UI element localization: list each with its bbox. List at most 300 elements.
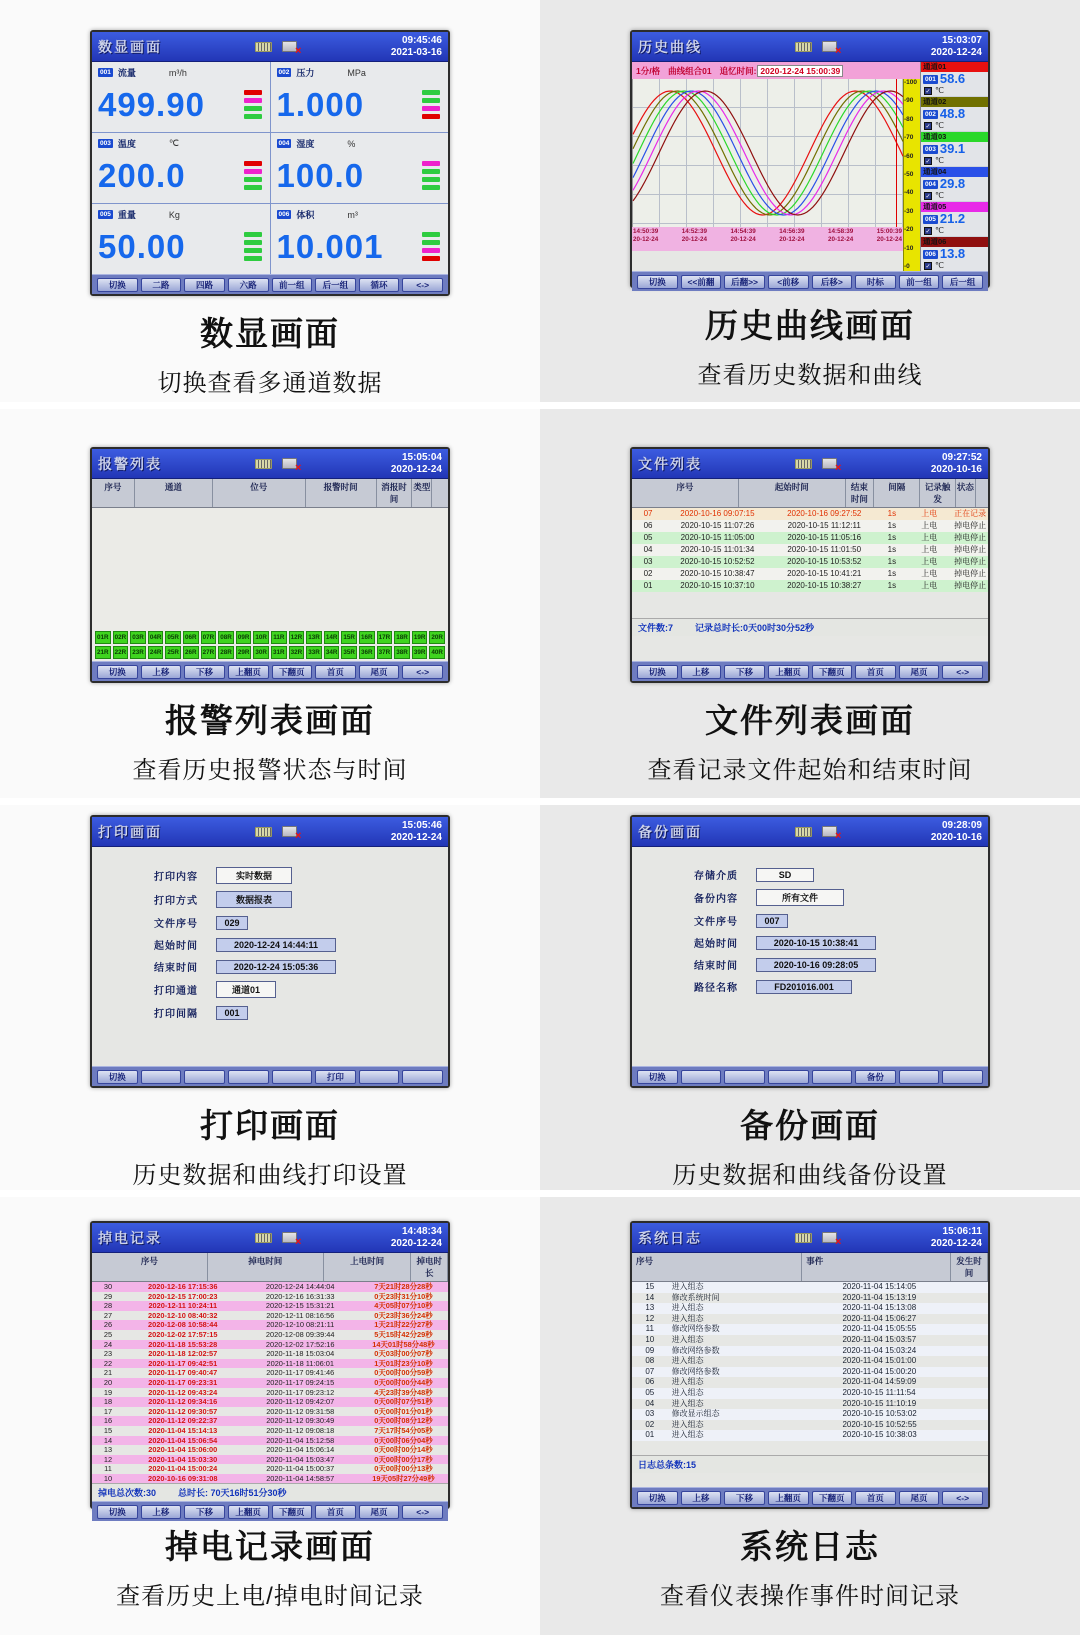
alarm-status-cell: 13R bbox=[306, 631, 322, 644]
soft-key-button[interactable]: 下翻页 bbox=[272, 665, 313, 679]
screen-titlebar bbox=[92, 32, 448, 62]
powerdown-duration: 0天00时00分44秒 bbox=[374, 1377, 433, 1387]
channel-checkbox[interactable]: ✓ bbox=[925, 229, 931, 235]
caption-subtitle: 历史数据和曲线备份设置 bbox=[672, 1162, 948, 1189]
soft-key-button[interactable]: 后一组 bbox=[315, 278, 356, 292]
bar-segment bbox=[422, 98, 440, 103]
log-no: 06 bbox=[645, 1377, 655, 1387]
channel-display-cell bbox=[271, 204, 449, 274]
log-row bbox=[632, 1324, 988, 1335]
soft-key-button[interactable] bbox=[899, 1070, 940, 1084]
soft-key-button[interactable]: 上翻页 bbox=[768, 665, 809, 679]
time-axis-label: 14:52:39 20-12-24 bbox=[681, 228, 707, 243]
soft-key-button[interactable]: 时标 bbox=[855, 275, 896, 289]
keyboard-icon bbox=[795, 1233, 812, 1243]
powerdown-row bbox=[92, 1474, 448, 1484]
alarm-status-cell: 31R bbox=[271, 646, 287, 659]
log-no: 02 bbox=[645, 1419, 655, 1429]
scale-tick-label: - 90 bbox=[904, 98, 920, 104]
clock bbox=[391, 1226, 442, 1250]
file-row bbox=[632, 556, 988, 568]
soft-key-button[interactable]: <-> bbox=[942, 665, 983, 679]
soft-key-button[interactable]: 切换 bbox=[97, 1505, 138, 1519]
date-text: 2020-10-16 bbox=[930, 463, 982, 475]
channel-bargraph bbox=[244, 232, 262, 261]
file-row bbox=[632, 508, 988, 520]
recall-time-field[interactable]: 追忆时间: 2020-12-24 15:00:39 bbox=[720, 65, 844, 77]
channel-name: 温度 bbox=[117, 139, 136, 149]
keyboard-icon bbox=[255, 459, 272, 469]
log-event: 进入组态 bbox=[671, 1303, 704, 1313]
channel-unit: MPa bbox=[347, 67, 366, 78]
curve-channel-item[interactable] bbox=[921, 237, 988, 271]
bar-segment bbox=[422, 114, 440, 119]
time-axis bbox=[632, 227, 903, 251]
soft-key-button[interactable]: 二路 bbox=[141, 278, 182, 292]
column-header: 报警时间 bbox=[306, 479, 377, 507]
channel-name: 重量 bbox=[117, 210, 136, 220]
soft-key-button[interactable] bbox=[184, 1070, 225, 1084]
alarm-status-cell: 11R bbox=[271, 631, 287, 644]
channel-value: 200.0 bbox=[98, 156, 186, 194]
screen-title: 文件列表 bbox=[638, 455, 702, 472]
printer-icon bbox=[822, 826, 842, 842]
soft-key-button[interactable]: 切换 bbox=[637, 1491, 678, 1505]
cell-digital-display bbox=[0, 0, 540, 402]
channel-number-badge: 002 bbox=[278, 69, 290, 76]
soft-key-button[interactable]: 首页 bbox=[315, 1505, 356, 1519]
log-event: 进入组态 bbox=[671, 1334, 704, 1344]
scale-tick-label: - 30 bbox=[904, 209, 920, 215]
powerdown-time: 2020-12-02 17:57:15 bbox=[148, 1329, 218, 1339]
powerup-time: 2020-11-12 09:31:58 bbox=[266, 1406, 335, 1416]
soft-key-button[interactable]: 六路 bbox=[228, 278, 269, 292]
log-time: 2020-10-15 10:38:03 bbox=[842, 1430, 917, 1440]
soft-key-button[interactable] bbox=[272, 1070, 313, 1084]
soft-key-button[interactable] bbox=[228, 1070, 269, 1084]
column-header: 掉电时长 bbox=[411, 1253, 448, 1281]
log-no: 11 bbox=[645, 1324, 654, 1334]
powerdown-time: 2020-11-12 09:22:37 bbox=[148, 1416, 218, 1426]
time-axis-label: 14:54:39 20-12-24 bbox=[730, 228, 756, 243]
column-header: 序号 bbox=[632, 1253, 802, 1281]
field-label: 文件序号 bbox=[154, 919, 198, 930]
channel-bargraph bbox=[244, 161, 262, 190]
soft-key-button[interactable]: 切换 bbox=[637, 665, 678, 679]
alarm-status-cell: 07R bbox=[201, 631, 217, 644]
soft-key-bar bbox=[632, 271, 988, 291]
record-trigger: 上电 bbox=[921, 581, 938, 590]
keyboard-icon bbox=[255, 827, 272, 837]
form-row bbox=[154, 1005, 448, 1020]
field-value[interactable]: 所有文件 bbox=[756, 889, 844, 906]
history-curves bbox=[633, 79, 903, 227]
field-value[interactable]: 数据报表 bbox=[216, 891, 292, 908]
soft-key-button[interactable]: 上翻页 bbox=[228, 665, 269, 679]
file-status: 掉电停止 bbox=[954, 557, 987, 566]
log-row bbox=[632, 1388, 988, 1399]
soft-key-button[interactable]: 后移> bbox=[812, 275, 853, 289]
curve-info-bar bbox=[632, 62, 920, 79]
soft-key-button[interactable]: 上移 bbox=[141, 665, 182, 679]
file-no: 02 bbox=[643, 569, 653, 578]
powerup-time: 2020-12-08 09:39:44 bbox=[265, 1329, 335, 1339]
powerdown-table bbox=[92, 1282, 448, 1483]
soft-key-button[interactable]: 尾页 bbox=[359, 665, 400, 679]
log-no: 15 bbox=[645, 1282, 655, 1291]
table-header bbox=[92, 479, 448, 508]
soft-key-button[interactable]: <-> bbox=[402, 278, 443, 292]
soft-key-button[interactable]: <-> bbox=[942, 1491, 983, 1505]
history-curve-screen bbox=[630, 30, 990, 288]
powerup-time: 2020-11-12 09:42:07 bbox=[266, 1397, 335, 1407]
caption bbox=[133, 695, 408, 785]
soft-key-button[interactable]: 首页 bbox=[315, 665, 356, 679]
scale-tick-label: - 0 bbox=[904, 264, 920, 270]
soft-key-button[interactable]: 后一组 bbox=[942, 275, 983, 289]
channel-number-badge: 006 bbox=[925, 250, 936, 258]
alarm-status-cell: 16R bbox=[359, 631, 375, 644]
keyboard-icon bbox=[255, 1233, 272, 1243]
soft-key-button[interactable] bbox=[402, 1070, 443, 1084]
powerdown-row bbox=[92, 1464, 448, 1474]
soft-key-button[interactable]: 尾页 bbox=[899, 1491, 940, 1505]
channel-bargraph bbox=[422, 90, 440, 119]
channel-unit: m³/h bbox=[168, 67, 187, 78]
channel-checkbox[interactable]: ✓ bbox=[925, 194, 931, 200]
bar-segment bbox=[422, 232, 440, 237]
channel-display-cell bbox=[92, 62, 270, 132]
powerdown-time: 2020-11-18 15:53:28 bbox=[148, 1339, 218, 1349]
record-interval: 1s bbox=[887, 569, 897, 578]
print-screen bbox=[90, 815, 450, 1088]
screen-title: 备份画面 bbox=[638, 823, 702, 840]
powerdown-time: 2020-11-18 12:02:57 bbox=[148, 1349, 218, 1359]
caption-subtitle: 查看历史报警状态与时间 bbox=[132, 757, 408, 784]
file-no: 06 bbox=[643, 521, 653, 530]
powerdown-duration: 0天00时00分59秒 bbox=[374, 1368, 433, 1378]
record-no: 20 bbox=[103, 1377, 113, 1387]
file-end-time: 2020-10-15 10:41:21 bbox=[787, 569, 862, 578]
record-no: 19 bbox=[103, 1387, 113, 1397]
scale-tick-label: - 70 bbox=[904, 135, 920, 141]
soft-key-button[interactable]: 下翻页 bbox=[272, 1505, 313, 1519]
curve-group: 曲线组合01 bbox=[668, 65, 712, 76]
curve-channel-item[interactable] bbox=[921, 132, 988, 166]
caption-title: 报警列表画面 bbox=[165, 702, 375, 739]
soft-key-button[interactable]: 打印 bbox=[315, 1070, 356, 1084]
alarm-status-cell: 37R bbox=[377, 646, 393, 659]
alarm-status-cell: 33R bbox=[306, 646, 322, 659]
soft-key-button[interactable]: 上翻页 bbox=[228, 1505, 269, 1519]
alarm-status-cell: 27R bbox=[201, 646, 217, 659]
record-no: 25 bbox=[103, 1329, 113, 1339]
file-status: 掉电停止 bbox=[954, 581, 987, 590]
file-start-time: 2020-10-15 10:37:10 bbox=[680, 581, 755, 590]
field-label: 起始时间 bbox=[694, 939, 738, 950]
bar-segment bbox=[422, 248, 440, 253]
soft-key-button[interactable]: 切换 bbox=[97, 665, 138, 679]
caption-subtitle: 历史数据和曲线打印设置 bbox=[132, 1162, 408, 1189]
scale-tick-label: - 40 bbox=[904, 190, 920, 196]
caption bbox=[648, 695, 973, 785]
log-row bbox=[632, 1335, 988, 1346]
record-no: 11 bbox=[104, 1464, 112, 1474]
soft-key-button[interactable]: 下翻页 bbox=[812, 665, 853, 679]
soft-key-button[interactable] bbox=[141, 1070, 182, 1084]
table-header bbox=[632, 1253, 988, 1282]
powerdown-time: 2020-11-12 09:34:16 bbox=[148, 1397, 218, 1407]
history-curve-chart[interactable] bbox=[632, 79, 903, 227]
soft-key-button[interactable]: 前一组 bbox=[272, 278, 313, 292]
cell-print-screen bbox=[0, 798, 540, 1190]
channel-unit: ℃ bbox=[935, 86, 944, 95]
log-row bbox=[632, 1314, 988, 1325]
bar-segment bbox=[244, 232, 262, 237]
field-value[interactable]: 2020-12-24 15:05:36 bbox=[216, 960, 336, 974]
date-text: 2020-12-24 bbox=[390, 463, 442, 475]
soft-key-button[interactable]: 上移 bbox=[141, 1505, 182, 1519]
powerup-time: 2020-12-15 15:31:21 bbox=[265, 1301, 335, 1311]
powerup-time: 2020-11-18 15:03:04 bbox=[266, 1349, 335, 1359]
powerdown-duration: 0天23时36分24秒 bbox=[374, 1310, 433, 1320]
curve-channel-item[interactable] bbox=[921, 97, 988, 131]
soft-key-button[interactable]: 上翻页 bbox=[768, 1491, 809, 1505]
log-time: 2020-11-04 15:06:27 bbox=[842, 1313, 917, 1323]
powerdown-duration: 0天00时06分04秒 bbox=[374, 1435, 433, 1445]
table-header bbox=[92, 1253, 448, 1282]
record-no: 29 bbox=[103, 1291, 113, 1301]
system-log-screen bbox=[630, 1221, 990, 1509]
soft-key-button[interactable]: 后翻>> bbox=[724, 275, 765, 289]
channel-bargraph bbox=[244, 90, 262, 119]
field-value[interactable]: 029 bbox=[216, 916, 248, 930]
soft-key-button[interactable]: 上移 bbox=[681, 1491, 722, 1505]
clock bbox=[391, 35, 442, 59]
caption bbox=[660, 1521, 960, 1611]
powerdown-time: 2020-11-04 15:00:24 bbox=[148, 1464, 218, 1474]
time-text: 15:05:46 bbox=[401, 819, 442, 831]
file-start-time: 2020-10-15 11:01:34 bbox=[680, 545, 755, 554]
soft-key-button[interactable]: 下翻页 bbox=[812, 1491, 853, 1505]
field-value[interactable]: 007 bbox=[756, 914, 788, 928]
soft-key-button[interactable]: 下移 bbox=[724, 665, 765, 679]
soft-key-button[interactable]: <-> bbox=[402, 665, 443, 679]
keyboard-icon bbox=[255, 42, 272, 52]
channel-checkbox[interactable]: ✓ bbox=[925, 89, 931, 95]
alarm-status-cell: 36R bbox=[359, 646, 375, 659]
soft-key-button[interactable]: 下移 bbox=[184, 1505, 225, 1519]
powerdown-duration: 0天00时00分14秒 bbox=[374, 1445, 433, 1455]
soft-key-button[interactable]: 下移 bbox=[724, 1491, 765, 1505]
soft-key-button[interactable]: <-> bbox=[402, 1505, 443, 1519]
field-value[interactable]: 2020-10-15 10:38:41 bbox=[756, 936, 876, 950]
curve-channel-item[interactable] bbox=[921, 167, 988, 201]
form-row bbox=[694, 913, 988, 928]
column-header: 状态 bbox=[956, 479, 976, 507]
bar-segment bbox=[422, 177, 440, 182]
field-label: 起始时间 bbox=[154, 941, 198, 952]
form-row bbox=[154, 937, 448, 952]
channel-group-header: 通道01 bbox=[921, 62, 988, 72]
log-no: 03 bbox=[645, 1409, 655, 1419]
field-value[interactable]: 2020-12-24 14:44:11 bbox=[216, 938, 336, 952]
powerup-time: 2020-11-04 15:06:14 bbox=[266, 1445, 335, 1455]
log-event: 进入组态 bbox=[671, 1282, 704, 1291]
form-row bbox=[694, 867, 988, 882]
field-value[interactable]: 001 bbox=[216, 1006, 248, 1020]
powerup-time: 2020-11-17 09:41:46 bbox=[266, 1368, 335, 1378]
soft-key-button[interactable]: 尾页 bbox=[899, 665, 940, 679]
curve-channel-item[interactable] bbox=[921, 62, 988, 96]
scale-tick-label: - 20 bbox=[904, 227, 920, 233]
date-text: 2020-12-24 bbox=[390, 831, 442, 843]
channel-value: 100.0 bbox=[276, 156, 365, 194]
channel-number-badge: 006 bbox=[278, 211, 290, 218]
record-no: 13 bbox=[103, 1445, 113, 1455]
bar-segment bbox=[244, 114, 262, 119]
channel-number-badge: 004 bbox=[278, 140, 290, 147]
channel-display-cell bbox=[271, 133, 449, 203]
soft-key-button[interactable] bbox=[942, 1070, 983, 1084]
soft-key-button[interactable]: 切换 bbox=[97, 278, 138, 292]
channel-value: 58.6 bbox=[939, 71, 966, 86]
soft-key-button[interactable]: 备份 bbox=[855, 1070, 896, 1084]
column-header: 消报时间 bbox=[377, 479, 413, 507]
powerdown-row bbox=[92, 1340, 448, 1350]
log-no: 13 bbox=[645, 1303, 655, 1313]
screen-titlebar bbox=[632, 1223, 988, 1253]
log-no: 09 bbox=[645, 1345, 655, 1355]
column-header: 位号 bbox=[213, 479, 306, 507]
record-interval: 1s bbox=[887, 581, 897, 590]
record-trigger: 上电 bbox=[921, 509, 938, 518]
log-event: 进入组态 bbox=[671, 1387, 704, 1397]
field-value[interactable]: 2020-10-16 09:28:05 bbox=[756, 958, 876, 972]
printer-icon bbox=[282, 1232, 302, 1248]
channel-checkbox[interactable]: ✓ bbox=[925, 264, 931, 270]
log-event: 修改网络参数 bbox=[671, 1345, 720, 1355]
time-text: 15:06:11 bbox=[942, 1225, 982, 1237]
screen-title: 系统日志 bbox=[638, 1229, 702, 1246]
soft-key-button[interactable]: 循环 bbox=[359, 278, 400, 292]
field-label: 打印间隔 bbox=[154, 1009, 198, 1020]
time-per-division: 1分/格 bbox=[636, 65, 661, 76]
log-row bbox=[632, 1346, 988, 1357]
alarm-status-cell: 04R bbox=[148, 631, 164, 644]
alarm-status-cell: 09R bbox=[236, 631, 252, 644]
powerdown-time: 2020-11-04 15:06:54 bbox=[148, 1435, 218, 1445]
soft-key-button[interactable] bbox=[724, 1070, 765, 1084]
time-text: 09:27:52 bbox=[941, 451, 982, 463]
record-interval: 1s bbox=[887, 557, 897, 566]
time-axis-label: 14:56:39 20-12-24 bbox=[779, 228, 805, 243]
channel-number-badge: 004 bbox=[925, 180, 936, 188]
powerdown-time: 2020-11-04 15:14:13 bbox=[148, 1425, 218, 1435]
alarm-status-cells bbox=[92, 629, 448, 661]
alarm-status-cell: 10R bbox=[253, 631, 269, 644]
soft-key-button[interactable]: 尾页 bbox=[359, 1505, 400, 1519]
record-interval: 1s bbox=[887, 533, 897, 542]
field-value[interactable]: 实时数据 bbox=[216, 867, 292, 884]
caption-subtitle: 切换查看多通道数据 bbox=[157, 370, 383, 397]
record-interval: 1s bbox=[887, 545, 897, 554]
soft-key-button[interactable]: 切换 bbox=[637, 1070, 678, 1084]
log-time: 2020-11-04 15:01:00 bbox=[842, 1356, 917, 1366]
powerdown-row bbox=[92, 1282, 448, 1292]
powerdown-time: 2020-11-17 09:40:47 bbox=[148, 1368, 218, 1378]
soft-key-button[interactable]: 首页 bbox=[855, 1491, 896, 1505]
powerdown-row bbox=[92, 1436, 448, 1446]
soft-key-button[interactable] bbox=[681, 1070, 722, 1084]
bar-segment bbox=[244, 161, 262, 166]
channel-checkbox[interactable]: ✓ bbox=[925, 159, 931, 165]
channel-checkbox[interactable]: ✓ bbox=[925, 124, 931, 130]
soft-key-button[interactable]: 首页 bbox=[855, 665, 896, 679]
form-row bbox=[154, 981, 448, 998]
alarm-status-cell: 25R bbox=[165, 646, 181, 659]
field-value[interactable]: FD201016.001 bbox=[756, 980, 852, 994]
time-text: 15:05:04 bbox=[401, 451, 442, 463]
alarm-status-cell: 22R bbox=[113, 646, 129, 659]
soft-key-button[interactable]: 前一组 bbox=[899, 275, 940, 289]
powerup-time: 2020-11-04 14:58:57 bbox=[266, 1473, 335, 1483]
soft-key-button[interactable]: 上移 bbox=[681, 665, 722, 679]
clock bbox=[931, 35, 982, 59]
powerdown-duration: 0天00时00分13秒 bbox=[374, 1464, 433, 1474]
bar-segment bbox=[244, 98, 262, 103]
alarm-status-cell: 19R bbox=[412, 631, 428, 644]
caption-title: 历史曲线画面 bbox=[705, 307, 915, 344]
channel-name: 压力 bbox=[296, 68, 315, 78]
log-event: 修改显示组态 bbox=[671, 1409, 720, 1419]
channel-value: 21.2 bbox=[939, 211, 966, 226]
field-value[interactable]: 通道01 bbox=[216, 981, 276, 998]
channel-group-header: 通道05 bbox=[921, 202, 988, 212]
bar-segment bbox=[244, 106, 262, 111]
channel-name: 流量 bbox=[117, 68, 136, 78]
soft-key-button[interactable]: 切换 bbox=[97, 1070, 138, 1084]
file-status: 掉电停止 bbox=[954, 533, 987, 542]
screen-titlebar bbox=[632, 449, 988, 479]
alarm-status-cell: 32R bbox=[289, 646, 305, 659]
column-header: 序号 bbox=[92, 1253, 208, 1281]
soft-key-button[interactable] bbox=[812, 1070, 853, 1084]
alarm-status-cell: 30R bbox=[253, 646, 269, 659]
soft-key-button[interactable]: 四路 bbox=[184, 278, 225, 292]
soft-key-button[interactable]: <前移 bbox=[768, 275, 809, 289]
soft-key-button[interactable] bbox=[359, 1070, 400, 1084]
field-value[interactable]: SD bbox=[756, 868, 814, 882]
soft-key-button[interactable]: 切换 bbox=[637, 275, 678, 289]
alarm-status-cell: 24R bbox=[148, 646, 164, 659]
log-time: 2020-11-04 15:05:55 bbox=[842, 1324, 917, 1334]
curve-channel-item[interactable] bbox=[921, 202, 988, 236]
channel-group-header: 通道06 bbox=[921, 237, 988, 247]
alarm-status-cell: 35R bbox=[341, 646, 357, 659]
record-trigger: 上电 bbox=[921, 533, 938, 542]
channel-unit: Kg bbox=[168, 209, 180, 220]
soft-key-button[interactable] bbox=[768, 1070, 809, 1084]
powerup-time: 2020-12-02 17:52:16 bbox=[265, 1339, 335, 1349]
file-row bbox=[632, 532, 988, 544]
recall-cursor[interactable] bbox=[896, 79, 897, 227]
soft-key-button[interactable]: 下移 bbox=[184, 665, 225, 679]
column-header: 发生时间 bbox=[951, 1253, 988, 1281]
log-time: 2020-10-15 10:53:02 bbox=[842, 1409, 917, 1419]
powerdown-duration: 0天00时00分17秒 bbox=[374, 1454, 433, 1464]
soft-key-button[interactable]: <<前翻 bbox=[681, 275, 722, 289]
